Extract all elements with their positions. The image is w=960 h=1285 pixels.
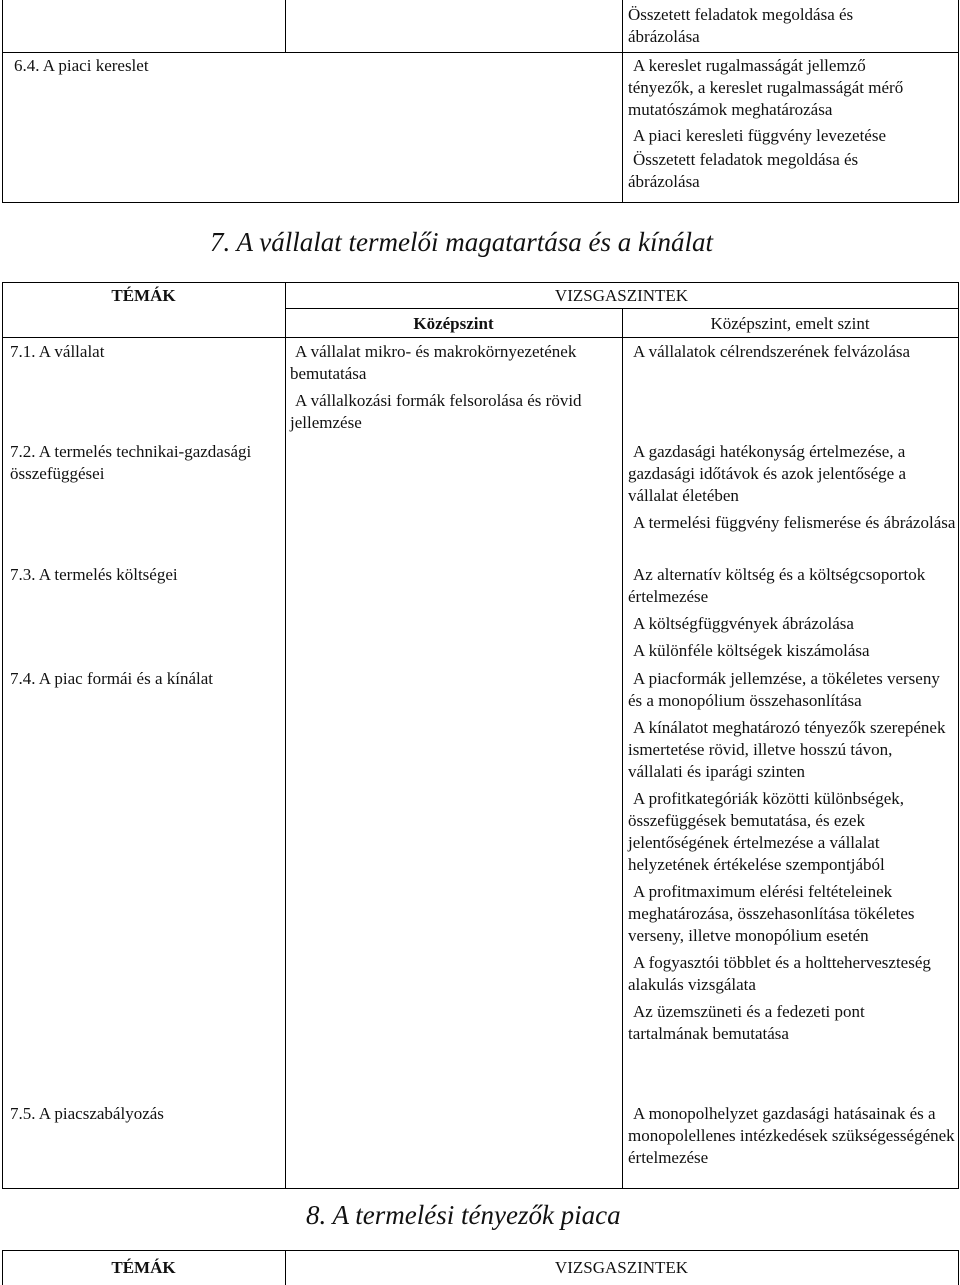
requirement-item: A vállalat mikro- és makrokörnyezetének bemutatása	[290, 342, 577, 383]
exam-levels-header: VIZSGASZINTEK	[554, 286, 689, 305]
requirement-item: Az alternatív költség és a költségcsoportok értelmezése	[628, 565, 926, 606]
mid-requirement-list	[290, 341, 600, 439]
topic-text: 6.4. A piaci kereslet	[14, 56, 149, 75]
topic-text: 7.3. A termelés költségei	[10, 565, 178, 584]
requirement-item: A profitkategóriák közötti különbségek, összefüggések bemutatása, és ezek jelentőségének értelmezése a vállalat helyzetének értékelése szempontjából	[628, 789, 904, 874]
cell-text	[628, 4, 928, 48]
topic-label	[10, 341, 270, 363]
requirement-item: A piacformák jellemzése, a tökéletes verseny és a monopólium összehasonlítása	[628, 669, 940, 710]
high-requirement-list	[628, 441, 958, 539]
exam-levels-header: VIZSGASZINTEK	[554, 1258, 689, 1277]
requirement-item: A költségfüggvények ábrázolása	[633, 614, 854, 633]
topic-label	[14, 55, 274, 77]
topic-text: 7.2. A termelés technikai-gazdasági összefüggései	[10, 442, 252, 483]
topic-label	[10, 1103, 270, 1125]
requirement-item: A piaci keresleti függvény levezetése	[633, 126, 886, 145]
topic-label	[10, 668, 280, 690]
requirement-item: A vállalkozási formák felsorolása és rövid jellemzése	[290, 391, 582, 432]
mid-level-header: Középszint	[413, 314, 494, 333]
high-requirement-list	[628, 1103, 958, 1174]
high-requirement-list	[628, 341, 928, 368]
requirement-item: A kereslet rugalmasságát jellemző tényezők, a kereslet rugalmasságát mérő mutatószámok meghatározása	[628, 56, 904, 119]
requirement-item: A monopolhelyzet gazdasági hatásainak és a monopolellenes intézkedések szükségességének értelmezése	[628, 1104, 955, 1167]
high-level-header: Középszint, emelt szint	[710, 314, 870, 333]
section-title: 7. A vállalat termelői magatartása és a kínálat	[210, 227, 713, 257]
requirement-item: Összetett feladatok megoldása és ábrázolása	[628, 150, 859, 191]
topic-label	[10, 441, 270, 485]
requirement-item: A profitmaximum elérési feltételeinek meghatározása, összehasonlítása tökéletes verseny, illetve monopólium esetén	[628, 882, 915, 945]
requirement-item: A fogyasztói többlet és a holtteherveszteség alakulás vizsgálata	[628, 953, 931, 994]
high-requirement-list	[628, 564, 928, 667]
requirement-item: A különféle költségek kiszámolása	[633, 641, 870, 660]
requirement-item: A kínálatot meghatározó tényezők szerepének ismertetése rövid, illetve hosszú távon, vállalati és iparági szinten	[628, 718, 946, 781]
topic-text: 7.5. A piacszabályozás	[10, 1104, 164, 1123]
topics-header: TÉMÁK	[111, 1258, 176, 1277]
cell-item: Összetett feladatok megoldása és ábrázolása	[628, 5, 854, 46]
high-requirement-list	[628, 668, 948, 1050]
topic-text: 7.4. A piac formái és a kínálat	[10, 669, 213, 688]
topic-label	[10, 564, 270, 586]
requirement-item: A gazdasági hatékonyság értelmezése, a gazdasági időtávok és azok jelentősége a vállalat életében	[628, 442, 907, 505]
topic-text: 7.1. A vállalat	[10, 342, 105, 361]
requirement-list	[628, 55, 918, 198]
requirement-item: A termelési függvény felismerése és ábrázolása	[633, 513, 956, 532]
section-title: 8. A termelési tényezők piaca	[306, 1200, 621, 1230]
topics-header: TÉMÁK	[111, 286, 176, 305]
requirement-item: Az üzemszüneti és a fedezeti pont tartalmának bemutatása	[628, 1002, 865, 1043]
requirement-item: A vállalatok célrendszerének felvázolása	[633, 342, 911, 361]
